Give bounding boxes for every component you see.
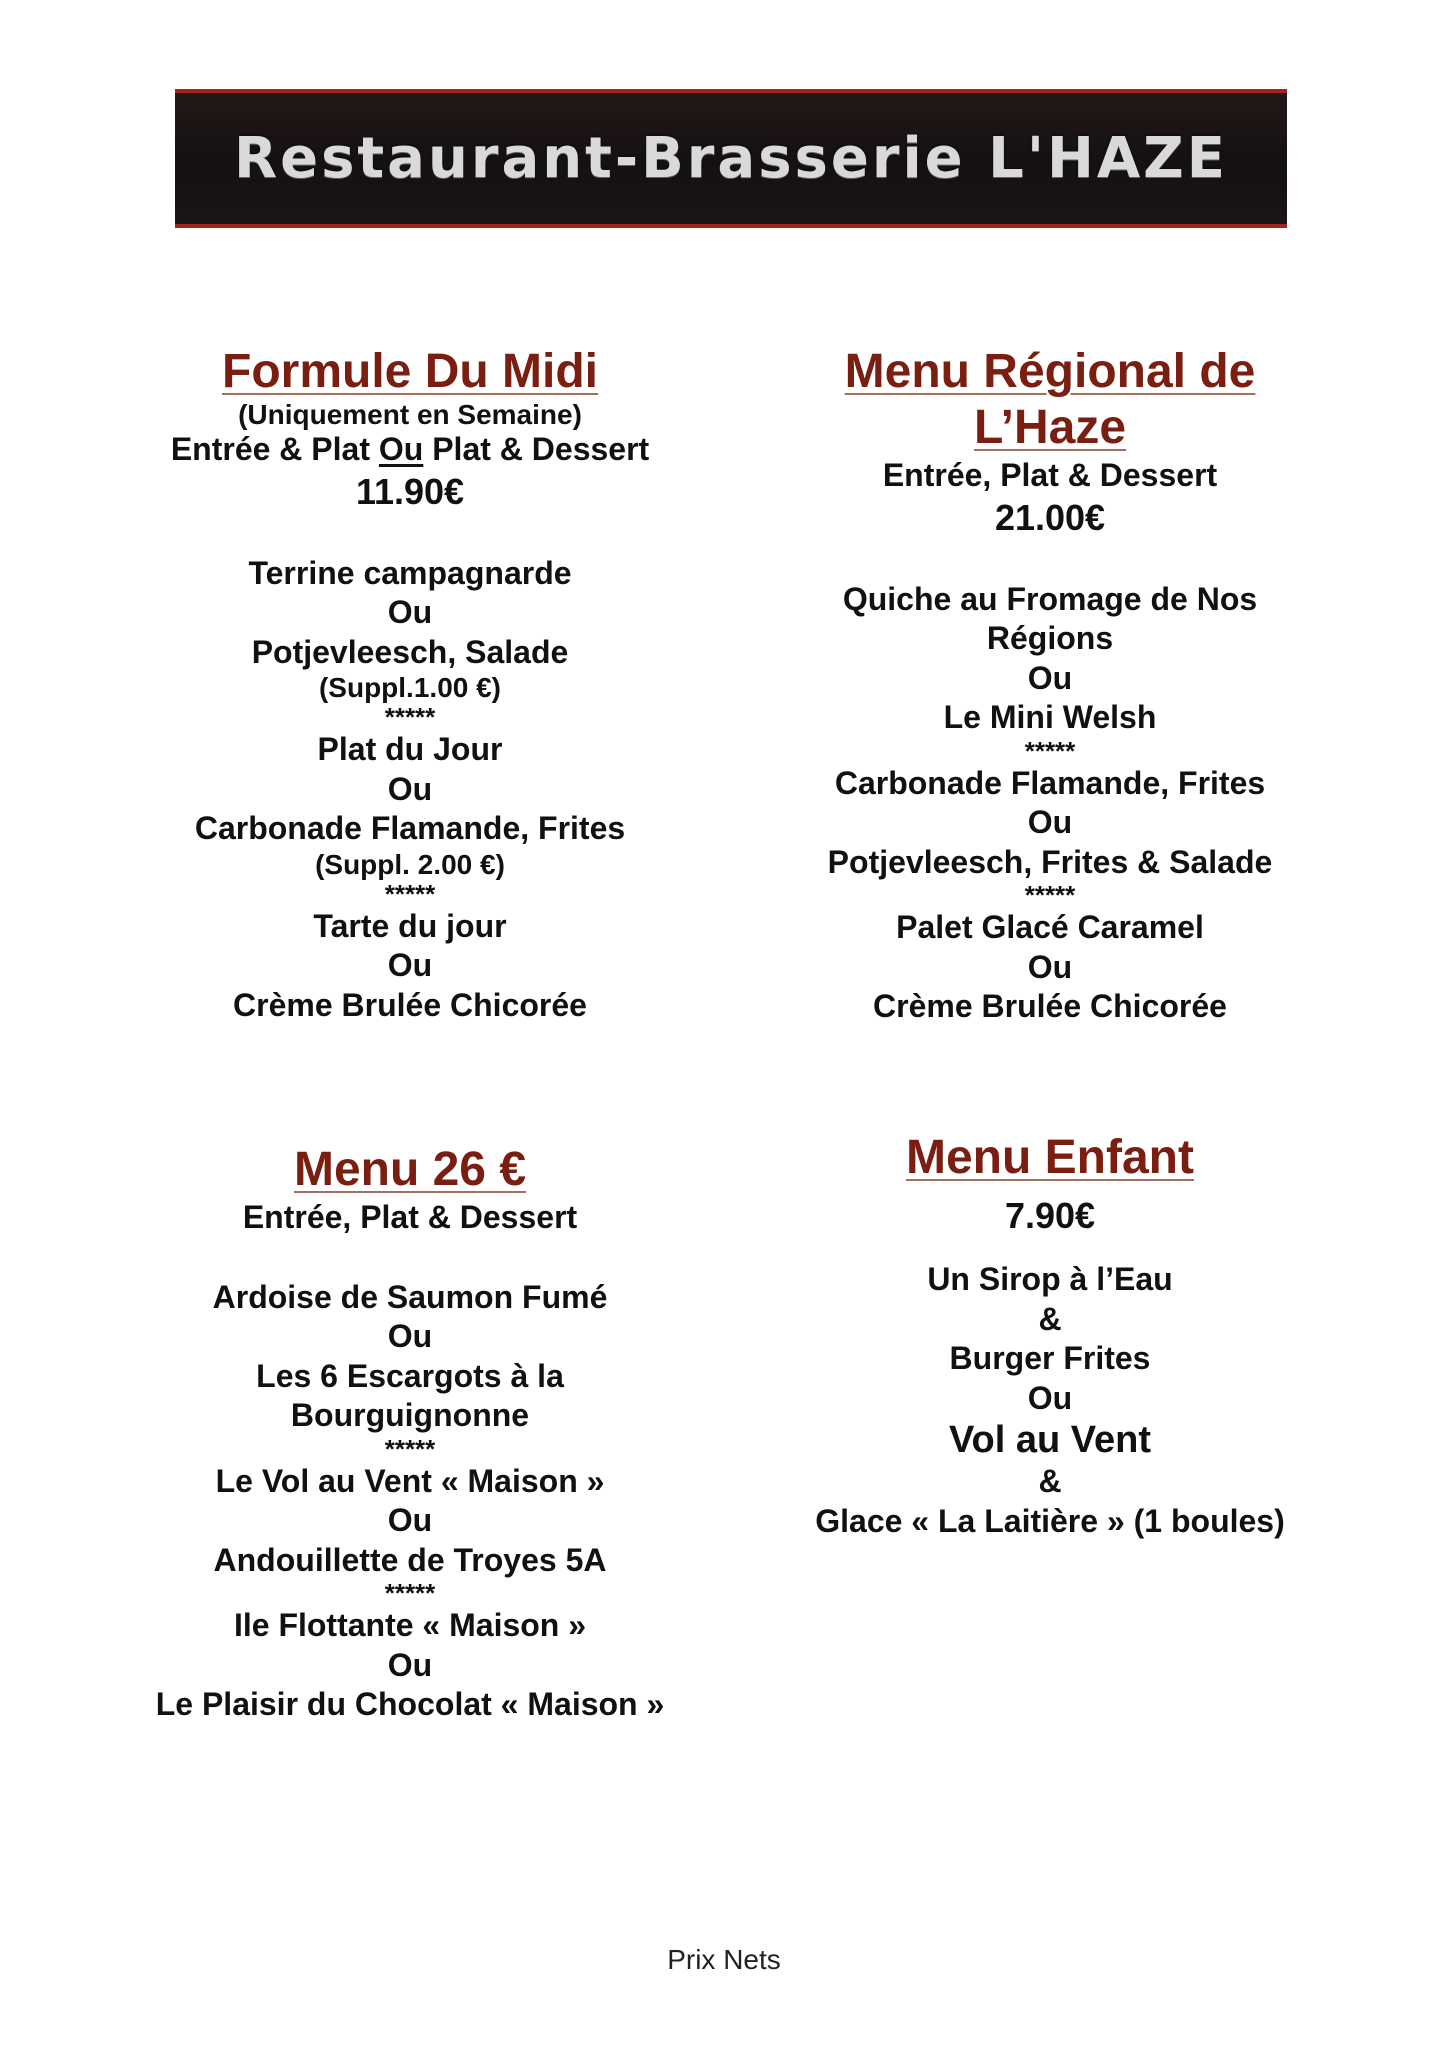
formule-item: Plat du Jour [317, 731, 503, 767]
formule-separator: ***** [384, 702, 436, 732]
enfant-item: Glace « La Laitière » (1 boules) [815, 1502, 1285, 1539]
menu-enfant-section [770, 1130, 1330, 1541]
menu26-or: Ou [387, 1502, 433, 1538]
formule-or: Ou [387, 770, 433, 807]
regional-item: Le Mini Welsh [943, 699, 1157, 735]
formule-item: Carbonade Flamande, Frites [194, 810, 626, 846]
menu-regional-section [770, 344, 1330, 1027]
formule-item: Tarte du jour [313, 907, 507, 944]
restaurant-banner [175, 89, 1287, 228]
formule-item: Terrine campagnarde [248, 554, 572, 591]
enfant-price: 7.90€ [1004, 1195, 1096, 1236]
regional-separator: ***** [1024, 880, 1076, 910]
regional-or: Ou [1027, 948, 1073, 985]
menu26-separator: ***** [384, 1578, 436, 1608]
menu26-item: Bourguignonne [290, 1397, 530, 1433]
menu26-or: Ou [387, 1318, 433, 1354]
menu26-separator: ***** [384, 1433, 436, 1464]
regional-or: Ou [1027, 659, 1073, 696]
regional-item: Régions [986, 620, 1114, 656]
enfant-or: Ou [1027, 1379, 1073, 1416]
footer-note: Prix Nets [667, 1944, 781, 1975]
formule-note: (Uniquement en Semaine) [238, 399, 582, 430]
formule-supplement: (Suppl.1.00 €) [318, 672, 502, 703]
regional-description: Entrée, Plat & Dessert [882, 457, 1218, 493]
enfant-and: & [1038, 1463, 1062, 1499]
regional-item: Crème Brulée Chicorée [873, 988, 1227, 1024]
formule-description: Entrée & Plat Ou Plat & Dessert [170, 431, 650, 467]
enfant-item: Un Sirop à l’Eau [927, 1261, 1173, 1297]
banner-title: Restaurant-Brasserie L'HAZE [233, 126, 1229, 191]
menu26-item: Ile Flottante « Maison » [233, 1607, 587, 1643]
menu26-or: Ou [387, 1646, 433, 1683]
formule-or: Ou [387, 594, 433, 630]
formule-item: Potjevleesch, Salade [251, 633, 569, 670]
menu26-title: Menu 26 € [293, 1143, 527, 1196]
formule-separator: ***** [384, 878, 436, 909]
regional-or: Ou [1027, 804, 1073, 840]
formule-supplement: (Suppl. 2.00 €) [315, 848, 505, 880]
regional-item: Palet Glacé Caramel [896, 909, 1204, 945]
formule-or: Ou [387, 947, 433, 983]
regional-item: Quiche au Fromage de Nos [842, 580, 1258, 617]
regional-item: Potjevleesch, Frites & Salade [827, 843, 1273, 880]
regional-title: Menu Régional de [844, 345, 1256, 398]
regional-title-line2: L’Haze [973, 401, 1127, 454]
menu26-description: Entrée, Plat & Dessert [242, 1199, 578, 1235]
menu26-item: Le Plaisir du Chocolat « Maison » [155, 1686, 665, 1722]
enfant-item: Vol au Vent [948, 1419, 1151, 1461]
enfant-and: & [1038, 1300, 1062, 1337]
menu-26-section [110, 1142, 710, 1725]
regional-price: 21.00€ [994, 496, 1106, 538]
formule-title: Formule Du Midi [222, 345, 598, 398]
menu26-item: Les 6 Escargots à la [256, 1357, 564, 1394]
regional-separator: ***** [1024, 735, 1076, 766]
menu26-item: Le Vol au Vent « Maison » [215, 1462, 605, 1499]
regional-item: Carbonade Flamande, Frites [834, 764, 1266, 801]
enfant-item: Burger Frites [949, 1340, 1151, 1376]
enfant-title: Menu Enfant [906, 1131, 1194, 1184]
menu26-item: Ardoise de Saumon Fumé [212, 1278, 608, 1315]
formule-item: Crème Brulée Chicorée [233, 986, 587, 1023]
formule-du-midi-section [110, 344, 710, 1025]
menu26-item: Andouillette de Troyes 5A [213, 1541, 607, 1578]
formule-price: 11.90€ [355, 470, 465, 512]
